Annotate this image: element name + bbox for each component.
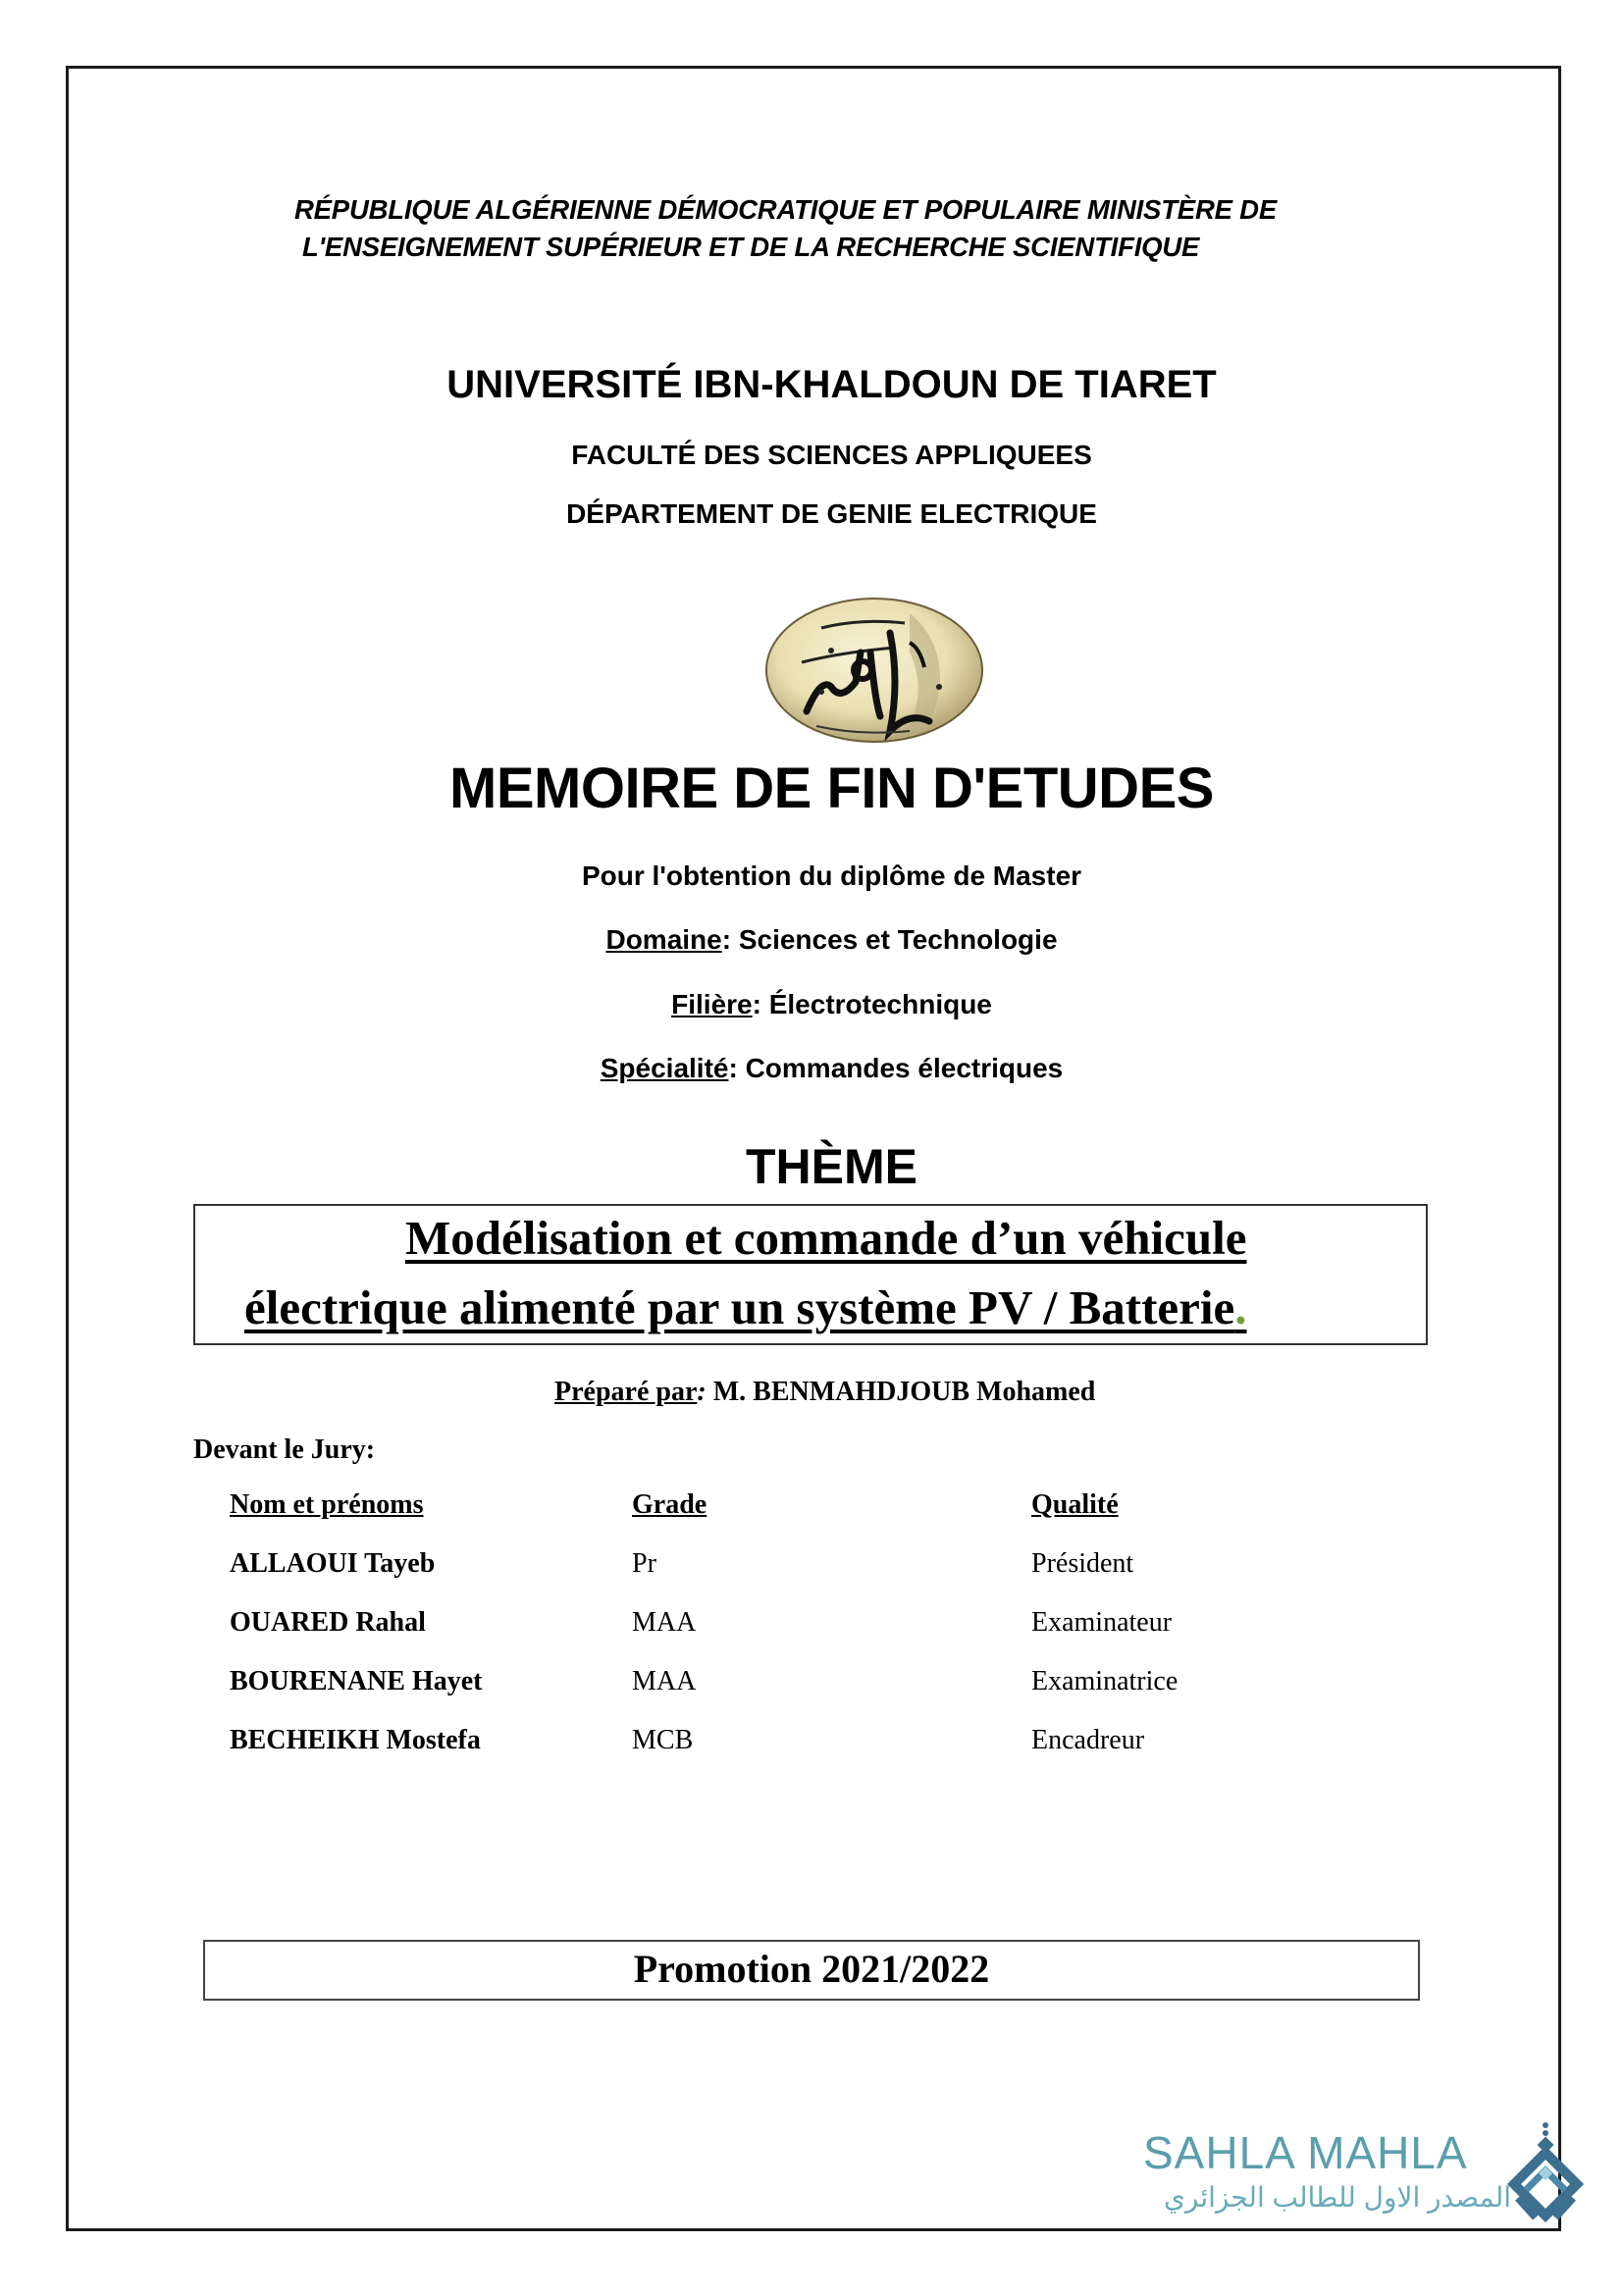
jury-row	[230, 1725, 1309, 1784]
jury-member-grade: MCB	[632, 1725, 694, 1755]
jury-row	[230, 1607, 1309, 1666]
filiere-label: Filière	[671, 989, 753, 1019]
watermark-brand: SAHLA MAHLA	[1143, 2127, 1468, 2178]
filiere-value: : Électrotechnique	[752, 989, 992, 1019]
sahla-mahla-emblem-icon	[1506, 2119, 1585, 2227]
ministry-header	[294, 191, 1472, 266]
jury-table-header	[230, 1489, 1309, 1548]
theme-title-line-2	[244, 1278, 1247, 1337]
theme-title-period: .	[1234, 1280, 1247, 1334]
ministry-line-1: RÉPUBLIQUE ALGÉRIENNE DÉMOCRATIQUE ET POPULAIRE MINISTÈRE DE	[294, 194, 1277, 225]
sahla-mahla-watermark	[1138, 2124, 1570, 2222]
jury-member-role: Examinateur	[1031, 1607, 1173, 1638]
theme-title-line-2-text: électrique alimenté par un système PV / Batterie	[244, 1280, 1235, 1334]
jury-member-name: OUARED Rahal	[230, 1607, 426, 1638]
faculty-name: FACULTÉ DES SCIENCES APPLIQUEES	[571, 440, 1092, 470]
jury-member-role: Examinatrice	[1031, 1666, 1179, 1696]
specialite-value: : Commandes électriques	[728, 1053, 1064, 1083]
watermark-tagline: المصدر الاول للطالب الجزائري	[1163, 2182, 1511, 2213]
author-name: M. BENMAHDJOUB Mohamed	[712, 1377, 1096, 1407]
promotion-box: Promotion 2021/2022	[203, 1940, 1420, 2001]
jury-table	[230, 1489, 1309, 1784]
jury-row	[230, 1666, 1309, 1725]
filiere-line	[0, 989, 1624, 1020]
jury-member-name: ALLAOUI Tayeb	[230, 1548, 436, 1579]
department-name: DÉPARTEMENT DE GENIE ELECTRIQUE	[566, 498, 1097, 529]
prepared-by-label: Préparé par	[554, 1377, 698, 1407]
jury-member-grade: MAA	[632, 1666, 697, 1696]
university-seal-icon	[762, 594, 986, 746]
prepared-by	[554, 1377, 1095, 1408]
column-header-name: Nom et prénoms	[230, 1489, 424, 1520]
domaine-value: : Sciences et Technologie	[721, 924, 1058, 955]
jury-member-grade: MAA	[632, 1607, 697, 1638]
jury-member-grade: Pr	[632, 1548, 656, 1579]
diploma-line: Pour l'obtention du diplôme de Master	[581, 861, 1082, 891]
domaine-line	[0, 924, 1624, 956]
theme-title-line-1: Modélisation et commande d’un véhicule	[405, 1211, 1247, 1265]
column-header-role: Qualité	[1031, 1489, 1119, 1520]
specialite-label: Spécialité	[600, 1053, 729, 1083]
jury-member-role: Président	[1031, 1548, 1134, 1579]
specialite-line	[0, 1053, 1624, 1084]
domaine-label: Domaine	[605, 924, 722, 955]
jury-member-name: BOURENANE Hayet	[230, 1666, 483, 1696]
jury-title: Devant le Jury:	[193, 1434, 376, 1465]
jury-member-name: BECHEIKH Mostefa	[230, 1725, 481, 1755]
column-header-grade: Grade	[632, 1489, 707, 1520]
jury-row	[230, 1548, 1309, 1607]
university-name: UNIVERSITÉ IBN-KHALDOUN DE TIARET	[446, 363, 1217, 406]
prepared-by-separator: :	[697, 1377, 713, 1407]
ministry-line-2: L'ENSEIGNEMENT SUPÉRIEUR ET DE LA RECHERCHE SCIENTIFIQUE	[302, 232, 1200, 262]
jury-member-role: Encadreur	[1031, 1725, 1145, 1755]
document-type-title: MEMOIRE DE FIN D'ETUDES	[449, 756, 1214, 820]
theme-heading: THÈME	[746, 1139, 917, 1194]
